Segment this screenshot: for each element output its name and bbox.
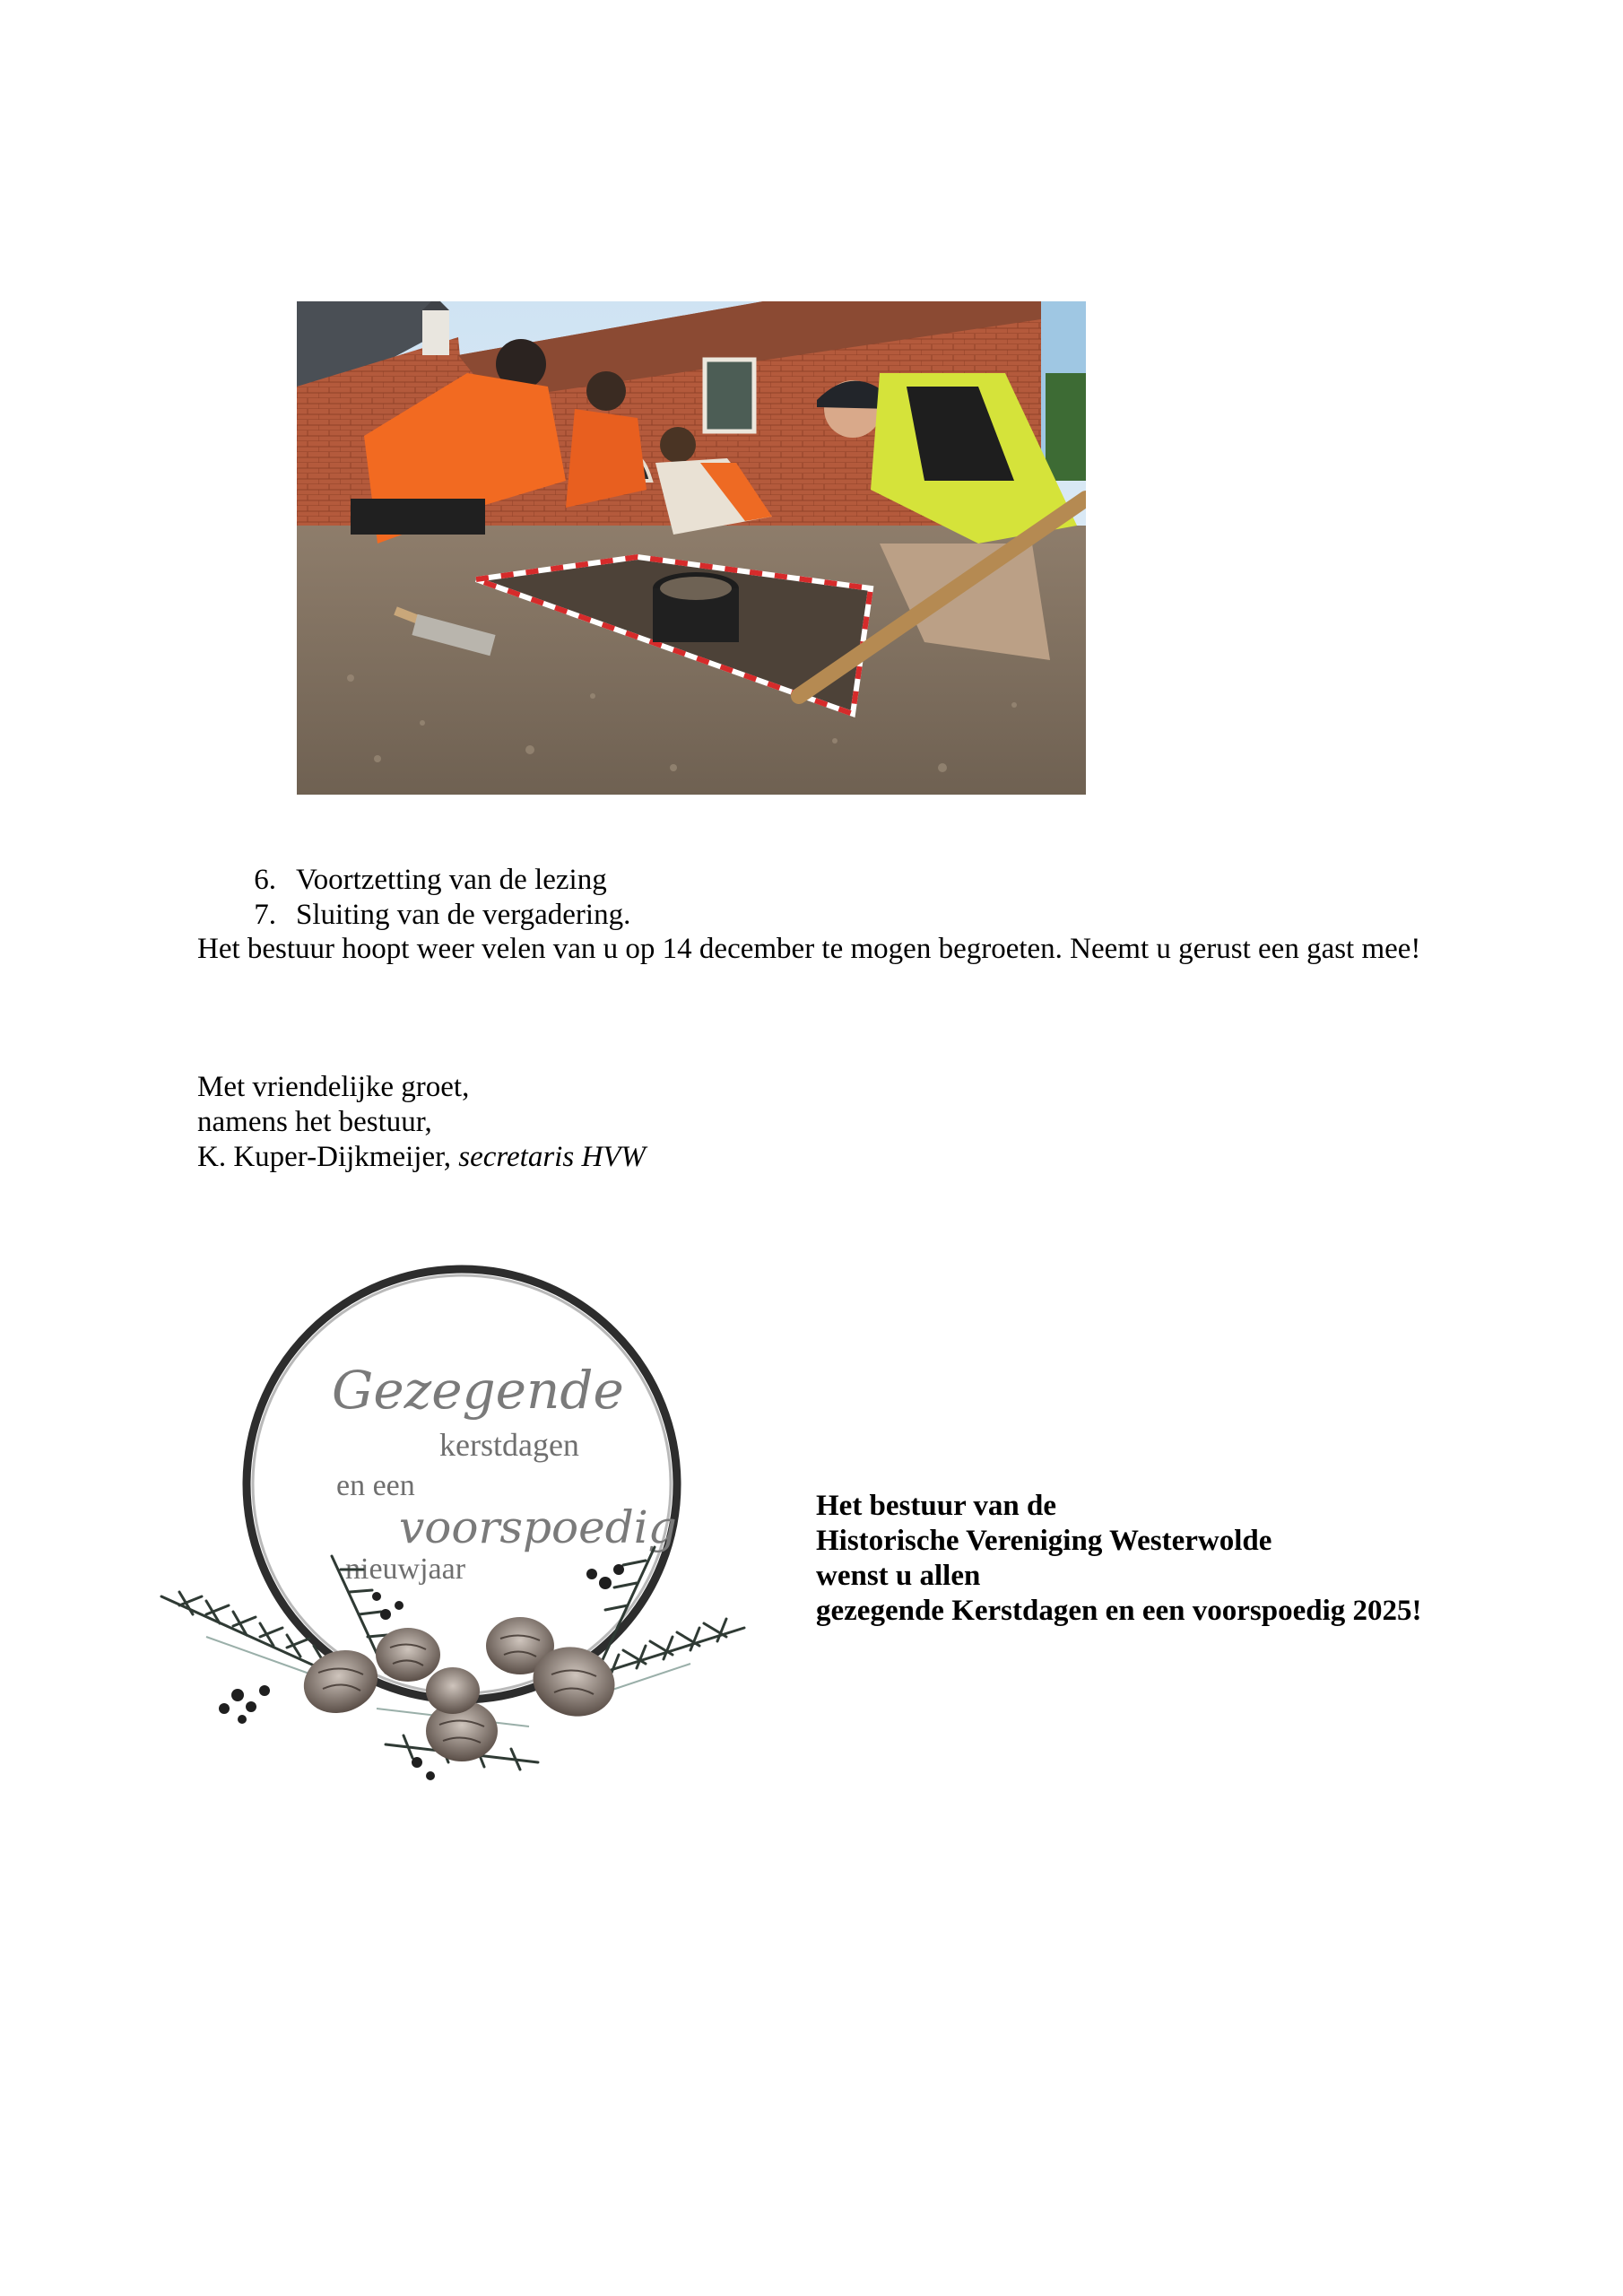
wreath-line-voorspoedig: voorspoedig: [399, 1501, 677, 1553]
closing-greeting: Met vriendelijke groet,: [197, 1071, 470, 1103]
closing-on-behalf: namens het bestuur,: [197, 1106, 432, 1138]
wish-line-3: wenst u allen: [816, 1560, 981, 1592]
agenda-item-text: Sluiting van de vergadering.: [296, 899, 631, 931]
wreath-line-gezegende: Gezegende: [332, 1360, 624, 1421]
closing-block: [197, 1070, 1435, 1175]
wreath-line-en-een: en een: [336, 1469, 415, 1502]
wish-line-1: Het bestuur van de: [816, 1490, 1056, 1522]
invitation-paragraph: [197, 932, 1435, 967]
agenda-item-text: Voortzetting van de lezing: [296, 864, 607, 896]
christmas-wreath-card: [152, 1260, 753, 1798]
agenda-item-number: 6.: [254, 864, 276, 896]
wreath-line-nieuwjaar: nieuwjaar: [345, 1552, 466, 1586]
wreath-line-kerstdagen: kerstdagen: [439, 1427, 579, 1463]
christmas-wish: [816, 1489, 1551, 1629]
signatory-role: secretaris HVW: [458, 1141, 646, 1173]
signatory-name: K. Kuper-Dijkmeijer,: [197, 1141, 452, 1173]
agenda-item: [224, 898, 1390, 933]
signature-line: [197, 1140, 1435, 1175]
agenda-list: [224, 863, 1390, 933]
agenda-item-number: 7.: [254, 899, 276, 931]
invitation-text: Het bestuur hoopt weer velen van u op 14 december te mogen begroeten. Neemt u gerust een gast mee!: [197, 933, 1421, 965]
wish-line-2: Historische Vereniging Westerwolde: [816, 1525, 1272, 1557]
wish-line-4: gezegende Kerstdagen en een voorspoedig 2025!: [816, 1595, 1422, 1627]
agenda-item: [224, 863, 1390, 898]
excavation-photo: [297, 301, 1086, 795]
